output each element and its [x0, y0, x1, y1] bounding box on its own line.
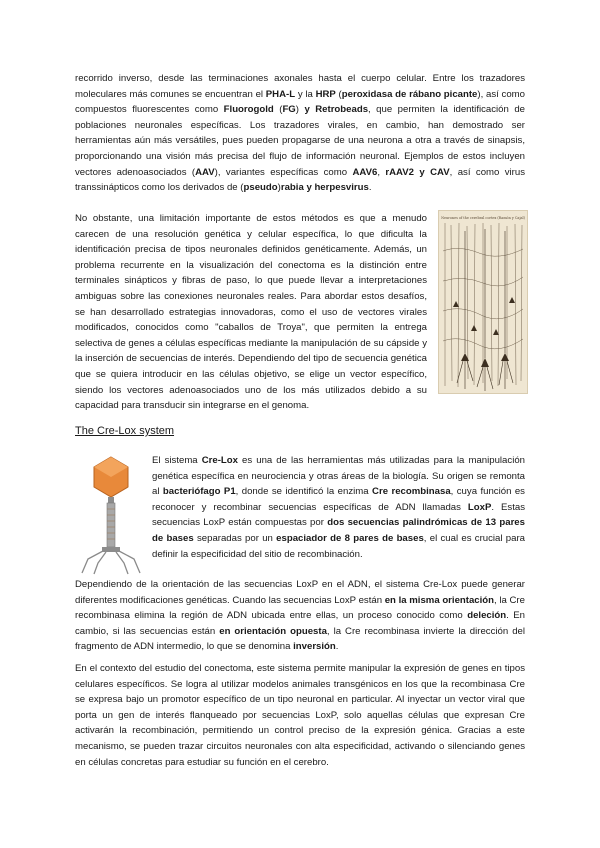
paragraph-cre-lox: El sistema Cre-Lox es una de las herramientas más utilizadas para la manipulación genética específica en neurociencia y otras áreas de la biología. Su origen se remonta al bacteriófago P1, donde se identificó la enzima Cre recombinasa, cuya función es reconocer y recombinar secuencias específicas de ADN llamadas LoxP. Estas secuencias LoxP están compuestas por dos secuencias palindrómicas de 13 pares de bases separadas por un espaciador de 8 pares de bases, el cual es crucial para definir la especificidad del sitio de recombinación. — [152, 455, 525, 560]
bold-term: pseudo — [243, 182, 278, 194]
section-heading: The Cre-Lox system — [75, 425, 175, 437]
bold-term: AAV6 — [352, 166, 378, 178]
bold-term: LoxP — [467, 501, 492, 513]
bold-term: inversión — [293, 641, 336, 653]
bold-term: espaciador de 8 pares de bases — [276, 532, 424, 544]
paragraph-tracers: recorrido inverso, desde las terminaciones axonales hasta el cuerpo celular. Entre los trazadores moleculares más comunes se encuentran el PHA-L y la HRP (peroxidasa de rábano picante), así como compuestos fluorescentes como Fluorogold (FG) y Retrobeads, que permiten la identificación de poblaciones neuronales específicas. Los trazadores virales, en cambio, han demostrado ser herramientas aún más versátiles, pues pueden propagarse de una neurona a otra a través de sinapsis, proporcionando una visión más precisa del flujo de información neuronal. Ejemplos de estos incluyen vectores adenoasociados (AAV), variantes específicas como AAV6, rAAV2 y CAV, así como virus transsinápticos como los derivados de (pseudo)rabia y herpesvirus. — [75, 73, 525, 194]
bold-term: rabia y herpesvirus — [280, 182, 369, 194]
figure-caption: Neurones of the cerebral cortex (Ramón y Cajal) — [441, 216, 525, 220]
bold-term: Fluorogold — [223, 104, 274, 116]
bold-term: y CAV — [419, 166, 450, 178]
bold-term: Cre-Lox — [201, 455, 238, 466]
bold-term: peroxidasa de rábano picante — [341, 88, 478, 100]
bold-term: HRP — [315, 88, 336, 100]
bold-term: en orientación opuesta — [219, 625, 327, 637]
bold-term: y Retrobeads — [304, 104, 369, 116]
bold-term: FG — [282, 104, 296, 116]
bacteriophage-illustration — [78, 455, 144, 575]
cajal-neuron-illustration — [438, 210, 528, 394]
bold-term: AAV — [195, 166, 215, 178]
bold-term: en la misma orientación — [384, 594, 495, 606]
bold-term: PHA-L — [265, 88, 296, 100]
bold-term: bacteriófago P1 — [162, 486, 236, 498]
bold-term: dos secuencias palindrómicas de 13 pares de bases — [152, 517, 525, 544]
bold-term: Cre recombinasa — [372, 486, 451, 498]
paragraph-connectome: En el contexto del estudio del conectoma, este sistema permite manipular la expresión de genes en tipos celulares específicos. Se logra al utilizar modelos animales transgénicos en los que la recombinasa Cre se expresa bajo un promotor específico de un tipo neuronal en particular. Al inyectar un vector viral que porta un gen de interés flanqueado por secuencias LoxP, solo aquellas células que expresan Cre activarán la recombinación, permitiendo un control preciso de la expresión génica. Gracias a este mecanismo, se pueden trazar circuitos neuronales con alta especificidad, activando o silenciando genes en células concretas para estudiar su función en el cerebro. — [75, 663, 525, 768]
paragraph-limitations: No obstante, una limitación importante de estos métodos es que a menudo carecen de una resolución genética y celular específica, lo que dificulta la identificación precisa de tipos neuronales definidos genéticamente. Además, un problema recurrente en la visualización del conectoma es la distinción entre terminales sinápticos y fibras de paso, lo que puede llevar a interpretaciones ambiguas sobre las conexiones neuronales reales. Para abordar estos desafíos, se han desarrollado estrategias innovadoras, como el uso de vectores virales modificados, conocidos como "caballos de Troya", que permiten la entrega selectiva de genes a células específicas mediante la manipulación de su cápside y la inserción de secuencias de interés. Dependiendo del tipo de secuencia genética que se quiera introducir en las células objetivo, se elige un vector específico, siendo los vectores adenoasociados uno de los más utilizados debido a su capacidad para transducir sin integrarse en el genoma. — [75, 213, 427, 412]
bold-term: rAAV2 — [385, 166, 415, 178]
bold-term: deleción — [467, 610, 507, 622]
paragraph-orientation: Dependiendo de la orientación de las secuencias LoxP en el ADN, el sistema Cre-Lox puede generar diferentes modificaciones genéticas. Cuando las secuencias LoxP están en la misma orientación, la Cre recombinasa elimina la región de ADN ubicada entre ellas, un proceso conocido como deleción. En cambio, si las secuencias están en orientación opuesta, la Cre recombinasa invierte la dirección del fragmento de ADN intermedio, lo que se denomina inversión. — [75, 579, 525, 653]
